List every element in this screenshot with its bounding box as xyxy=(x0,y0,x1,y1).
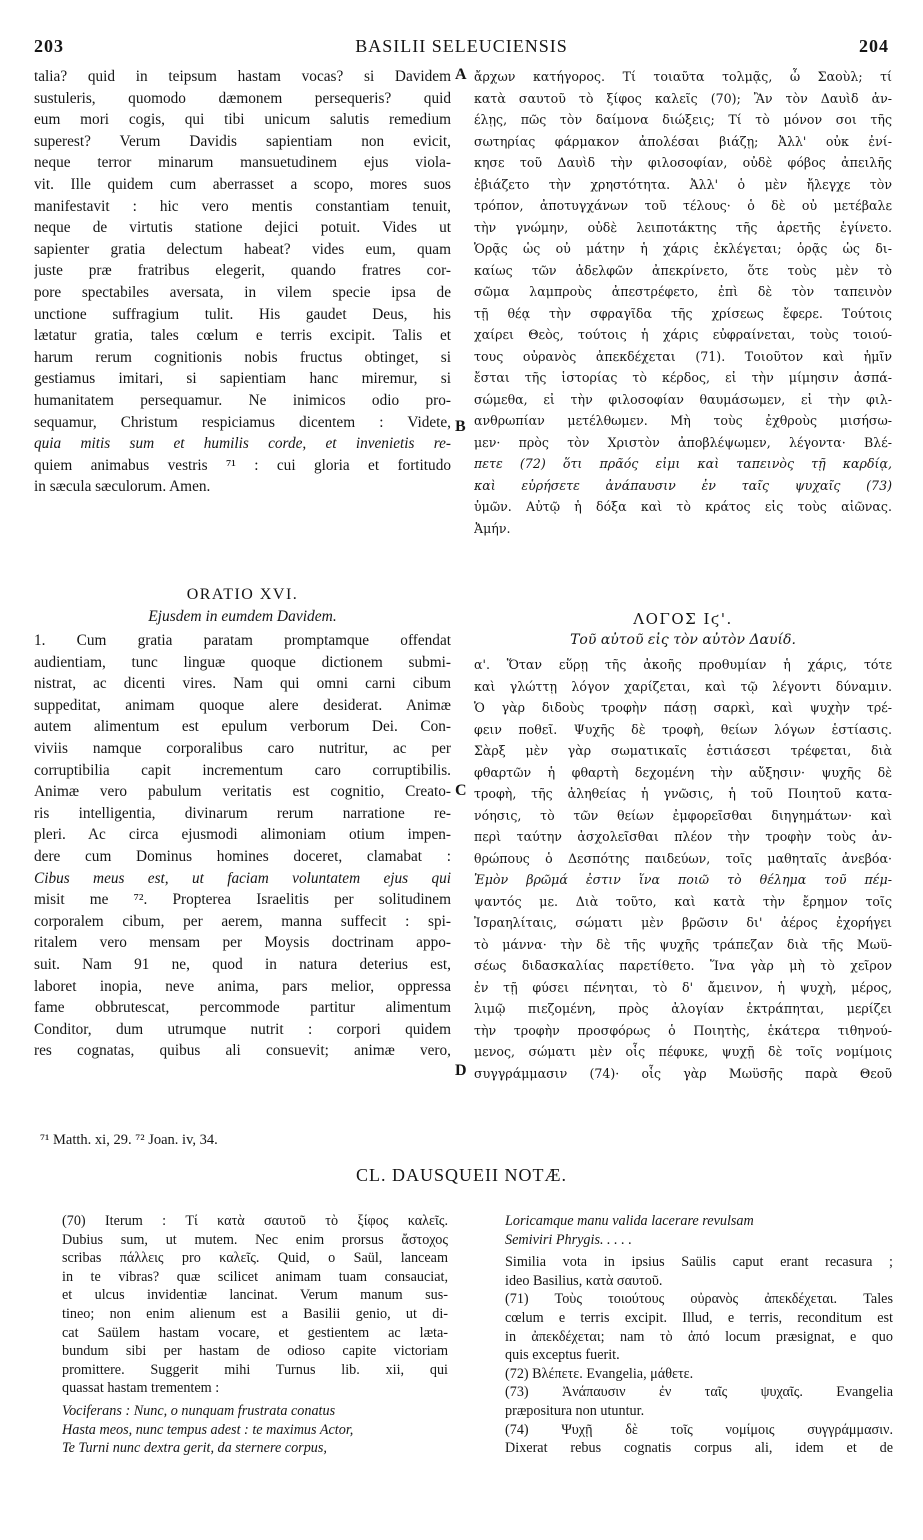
greek-column-top xyxy=(474,66,892,539)
verse-line: Loricamque manu valida lacerare revulsam xyxy=(505,1213,754,1229)
margin-letter-d: D xyxy=(455,1062,467,1079)
note-line: ideo Basilius, κατὰ σαυτοῦ. xyxy=(505,1272,663,1289)
greek-line: τροφὴ, τῆς ἀληθείας ἡ γνῶσις, ἡ τοῦ Ποιητοῦ κατα- xyxy=(474,786,892,801)
latin-line: unctione suffragium tulit. His gaudet Deus, his xyxy=(34,305,451,323)
verse-line: Hasta meos, nunc tempus adest : te maximus Actor, xyxy=(62,1421,354,1438)
running-header xyxy=(34,36,889,62)
note-line: quis exceptus fuerit. xyxy=(505,1347,620,1364)
notes-column-left xyxy=(62,1212,448,1458)
latin-line: res cognatas, quibus ali consuevit; animæ vero, xyxy=(34,1042,451,1060)
greek-line: σέως διδασκαλίας παρετίθετο. Ἵνα γὰρ μὴ τὸ χεῖρον xyxy=(474,958,892,973)
greek-line: ὑμῶν. Αὐτῷ ἡ δόξα καὶ τὸ κράτος εἰς τοὺς αἰῶνας. xyxy=(474,499,892,514)
greek-logos-title: ΛΟΓΟΣ Ιϛ'. xyxy=(633,610,733,628)
greek-line: Ἐμὸν βρῶμά ἐστιν ἵνα ποιῶ τὸ θέλημα τοῦ πέμ- xyxy=(474,872,892,887)
latin-line: fame obbrutescat, percommode partitur alimentum xyxy=(34,999,451,1017)
latin-line: corporalem cibum, per aerem, manna suffecit : spi- xyxy=(34,912,451,930)
greek-line: Ὁρᾷς ὡς οὐ μάτην ἡ χάρις ἐκλέγεται; ὁρᾷς ὡς δι- xyxy=(474,241,892,256)
latin-oration-title: ORATIO XVI. xyxy=(186,586,299,603)
latin-oration-subtitle: Ejusdem in eumdem Davidem. xyxy=(148,608,337,625)
note-line: Dubius sum, ut mutem. Nec enim prorsus ἄστοχος xyxy=(62,1231,448,1248)
note-line: in ἀπεκδέχεται; nam τὸ ἀπό locum præsignat, e quo xyxy=(505,1328,893,1345)
greek-line: Ἀμήν. xyxy=(474,520,511,536)
greek-line: χαίρει Θεὸς, τούτοις ἡ χάρις εὐφραίνεται, τοὺς τοιού- xyxy=(474,327,892,342)
greek-line: ψαντός με. Διὰ τοῦτο, καὶ κατὰ τὴν ἔρημον τοῖς xyxy=(474,893,892,909)
note-line: Similia vota in ipsius Saülis caput erant recasura ; xyxy=(505,1254,893,1271)
latin-line: audientiam, tunc linguæ quoque dictionem submi- xyxy=(34,653,451,671)
latin-line: Conditor, dum utrumque nutrit : corpori quidem xyxy=(34,1020,451,1038)
latin-line: Animæ vero pabulum veritatis est cognitio, Creato- xyxy=(34,783,451,801)
latin-line: misit me ⁷². Propterea Israelitis per solitudinem xyxy=(34,891,451,909)
latin-line: autem alimentum est epulum verborum Dei. Con- xyxy=(34,718,451,736)
latin-line: juste præ fratribus elegerit, quando fratres cor- xyxy=(34,262,451,280)
note-line: bundum sibi per hastam de odioso capite victoriam xyxy=(62,1343,448,1360)
greek-line: σῶμα λαμπροὺς ἀπεστρέφετο, ἐπὶ δὲ τὸν ταπεινὸν xyxy=(474,284,892,299)
latin-line: in sæcula sæculorum. Amen. xyxy=(34,478,211,496)
greek-line: καίως τῶν ἀδελφῶν ἀπεκρίνετο, ὅτε τοὺς μὲν τὸ xyxy=(474,262,892,278)
greek-line: ἐβιάζετο τὴν χρηστότητα. Ἀλλ' ὁ μὲν ἤλεγχε τὸν xyxy=(474,176,892,192)
note-line: (71) Τοὺς τοιούτους οὐρανὸς ἀπεκδέχεται. Tales xyxy=(505,1291,893,1308)
greek-line: τρόπον, ἀποτυγχάνων τοῦ τέλους· ὁ δὲ οὐ μετέβαλε xyxy=(474,198,892,213)
latin-line: dere cum Dominus homines doceret, clamabat : xyxy=(34,847,451,865)
latin-line: laboret inopia, neve anima, pars melior, oppressa xyxy=(34,977,451,995)
verse-line: Vociferans : Nunc, o nunquam frustrata conatus xyxy=(62,1402,336,1419)
note-line: scribas πάλλεις pro καλεῖς. Quid, o Saül, lanceam xyxy=(62,1250,448,1267)
note-line: cœlum e terris excipit. Illud, e terris, reconditum est xyxy=(505,1309,893,1326)
notes-column-right xyxy=(505,1212,893,1458)
latin-line: gestiamus imitari, si sapientiam hanc miremur, si xyxy=(34,370,451,388)
greek-line: τὸ μάννα· τὴν δὲ τῆς ψυχῆς τράπεζαν διὰ τῆς Μωϋ- xyxy=(474,936,892,952)
latin-line: suppeditat, animam quoque alere desiderat. Animæ xyxy=(34,696,451,714)
note-line: (72) Βλέπετε. Evangelia, μάθετε. xyxy=(505,1365,694,1382)
page-number-left: 203 xyxy=(34,36,64,56)
latin-line: manifestavit : hic vero mentis constantiam tenuit, xyxy=(34,197,451,215)
page-number-right: 204 xyxy=(859,36,889,56)
greek-line: νόησις, τὸ τῶν θείων ἐμφορεῖσθαι διηγημάτων· καὶ xyxy=(474,807,892,823)
latin-line: talia? quid in teipsum hastam vocas? si Davidem xyxy=(34,68,451,85)
greek-line: καὶ γλώττῃ λόγον χαρίζεται, καὶ τῷ λέγοντι δύναμιν. xyxy=(474,678,892,694)
greek-line: ανθρωπίαν μετέλθωμεν. Μὴ τοὺς ἐχθροὺς μισήσω- xyxy=(474,413,892,428)
latin-line: eum mori cogis, qui tibi unicum salutis remedium xyxy=(34,111,451,129)
latin-line: corruptibilia capit incrementum caro corruptibilis. xyxy=(34,761,451,779)
latin-line: sequamur, Christum respiciamus dicentem : Videte, xyxy=(34,413,451,431)
latin-line: neque terror minarum mansuetudinem ejus viola- xyxy=(34,154,451,172)
greek-line: μεν· πρὸς τὸν Χριστὸν ἀποβλέψωμεν, λέγοντα· Βλέ- xyxy=(474,434,892,450)
note-line: (74) Ψυχῇ δὲ τοῖς νομίμοις συγγράμμασιν. xyxy=(505,1421,893,1438)
latin-line: suit. Nam 91 ne, quod in natura deterius est, xyxy=(34,955,451,973)
greek-line: μενος, σώματι μὲν οἷς πέφυκε, ψυχῇ δὲ τοῖς νομίμοις xyxy=(474,1044,892,1059)
greek-line: πετε (72) ὅτι πρᾶός εἰμι καὶ ταπεινὸς τῇ καρδίᾳ, xyxy=(474,456,892,471)
greek-line: περὶ ταύτην ἀσχολεῖσθαι πλέον τὴν τροφὴν τοὺς ἀν- xyxy=(474,829,892,844)
greek-column-bottom xyxy=(474,654,892,1084)
note-line: Dixerat rebus cognatis corpus ali, idem et de xyxy=(505,1440,893,1457)
latin-line: sustuleris, quomodo dæmonem persequeris? quid xyxy=(34,89,451,107)
greek-line: τὴν γνώμην, οὐδὲ λειποτάκτης τῆς ἀρετῆς ἐγίνετο. xyxy=(474,219,892,235)
greek-line: τους οὐρανὸς ἀπεκδέχεται (71). Τοιοῦτον καὶ ἡμῖν xyxy=(474,348,892,364)
latin-line: ris intelligentia, divinarum rerum narratione re- xyxy=(34,804,451,822)
note-line: et ulcus invidentiæ lancinat. Verum manum sus- xyxy=(62,1287,448,1304)
latin-line: sapienter gratia delectum habeat? vides eum, quam xyxy=(34,240,451,258)
greek-line: Σὰρξ μὲν γὰρ σωματικαῖς ἑστιάσεσι τρέφεται, διὰ xyxy=(474,743,892,758)
latin-line: nistrat, ac dicenti vires. Nam qui omni carni cibum xyxy=(34,675,451,693)
note-line: cat Saülem hastam vocare, et gestientem ac læta- xyxy=(62,1324,448,1341)
greek-line: συγγράμμασιν (74)· οἷς γὰρ Μωϋσῆς παρὰ Θεοῦ xyxy=(474,1065,892,1081)
greek-line: φειν ποθεῖ. Ψυχῆς δὲ τροφὴ, θείων λόγων ἑστίασις. xyxy=(474,721,892,737)
latin-line: 1. Cum gratia paratam promptamque offendat xyxy=(34,632,451,649)
greek-line: κατὰ σαυτοῦ τὸ ξίφος καλεῖς (70); Ἂν τὸν Δαυὶδ ἀν- xyxy=(474,90,892,106)
note-line: in te vibras? quæ scilicet animam tuam consauciat, xyxy=(62,1268,448,1285)
greek-line: φθαρτῶν ἡ φθαρτὴ δεχομένη τὴν αὔξησιν· ψυχῆς δὲ xyxy=(474,764,892,780)
greek-line: α'. Ὅταν εὕρῃ τῆς ἀκοῆς προθυμίαν ἡ χάρις, τότε xyxy=(474,657,892,672)
latin-column-bottom xyxy=(34,630,451,1062)
latin-column-top xyxy=(34,66,451,498)
verse-line: Te Turni nunc dextra gerit, da sternere corpus, xyxy=(62,1440,327,1457)
latin-line: quiem animabus vestris ⁷¹ : cui gloria et fortitudo xyxy=(34,456,451,474)
latin-line: harum rerum cognitionis nobis fructus obtinget, si xyxy=(34,348,451,366)
greek-line: σωτηρίας φάρμακον ἀπολέσαι βιάζῃ; Ἀλλ' οὐκ ἐνί- xyxy=(474,133,892,149)
greek-line: Ὁ γὰρ διδοὺς τροφὴν πάσῃ σαρκὶ, καὶ ψυχὴν τρέ- xyxy=(474,700,892,715)
greek-line: καὶ εὑρήσετε ἀνάπαυσιν ἐν ταῖς ψυχαῖς (73) xyxy=(474,477,892,493)
greek-line: Ἰσραηλίταις, σώματι μὲν βρῶσιν δι' ἀέρος ἐχορήγει xyxy=(474,915,892,930)
note-line: quassat hastam trementem : xyxy=(62,1380,220,1397)
greek-line: τῇ θέᾳ τὴν σφραγῖδα τῆς χρίσεως ἔφερε. Τούτοις xyxy=(474,305,892,321)
greek-line: έλῃς, πῶς τὸν δαίμονα διώξεις; Τί τὸ μόνον σοι τῆς xyxy=(474,112,892,127)
greek-line: ἄρχων κατήγορος. Τί τοιαῦτα τολμᾷς, ὦ Σαοὺλ; τί xyxy=(474,69,892,84)
greek-line: κησε τοῦ Δαυὶδ τὴν φιλοσοφίαν, οὐδὲ φόβος ἀπειλῆς xyxy=(474,155,892,170)
latin-line: Cibus meus est, ut faciam voluntatem ejus qui xyxy=(34,869,451,887)
greek-line: λιμῷ πιεζομένη, πρὸς ἀλογίαν ἐκτράπηται, μερίζει xyxy=(474,1001,892,1016)
latin-line: humanitatem persequamur. Ne inimicos odio pro- xyxy=(34,391,451,409)
margin-letter-a: A xyxy=(455,66,467,83)
note-line: (70) Iterum : Τί κατὰ σαυτοῦ τὸ ξίφος καλεῖς. xyxy=(62,1213,448,1229)
note-line: præpositura non utuntur. xyxy=(505,1402,645,1419)
latin-line: lætatur gratia, tales cœlum e terris excipit. Talis et xyxy=(34,327,451,345)
greek-line: θρώπους ὁ Δεσπότης παιδεύων, τοῖς μαθηταῖς ἀνεβόα· xyxy=(474,850,892,866)
note-line: tineo; non enim alienum est a Basilii genio, ut di- xyxy=(62,1305,448,1322)
greek-logos-subtitle: Τοῦ αὐτοῦ εἰς τὸν αὐτὸν Δαυίδ. xyxy=(570,632,796,648)
scripture-footnotes: ⁷¹ Matth. xi, 29. ⁷² Joan. iv, 34. xyxy=(40,1132,218,1148)
latin-line: ritalem vero mensam per Moysis doctrinam appo- xyxy=(34,934,451,952)
note-line: (73) Ἀνάπαυσιν ἐν ταῖς ψυχαῖς. Evangelia xyxy=(505,1384,893,1401)
margin-letter-b: B xyxy=(455,418,466,435)
greek-line: ἐν τῇ φύσει πένηται, τὸ δ' ἄμεινον, ἡ ψυχὴ, μέρος, xyxy=(474,979,892,995)
latin-line: superest? Verum Davidis sapientiam non evicit, xyxy=(34,132,451,150)
notes-title: CL. DAUSQUEII NOTÆ. xyxy=(356,1165,567,1185)
running-title: BASILII SELEUCIENSIS xyxy=(355,36,568,56)
verse-line: Semiviri Phrygis. . . . . xyxy=(505,1231,632,1248)
latin-line: neque de virtutis statione dejici potuit. Vides ut xyxy=(34,219,451,237)
latin-line: viviis namque corporalibus caro nutritur, ac per xyxy=(34,739,451,757)
greek-line: ἔσται τῆς ἱστορίας τὸ κέρδος, εἰ τὴν μίμησιν ἀσπά- xyxy=(474,370,892,385)
latin-line: vit. Ille quidem cum aberrasset a scopo, mores suos xyxy=(34,175,451,193)
greek-line: σώμεθα, εἰ τὴν φιλοσοφίαν θαυμάσωμεν, εἰ τὴν φιλ- xyxy=(474,391,892,407)
latin-line: pleri. Ac circa ejusmodi alimoniam otium impen- xyxy=(34,826,451,844)
greek-line: τὴν τροφὴν προσφόρως ὁ Ποιητὴς, ἑκάτερα τιθηνού- xyxy=(474,1022,892,1038)
margin-letter-c: C xyxy=(455,782,467,799)
note-line: promittere. Suggerit mihi Turnus lib. xii, qui xyxy=(62,1361,448,1378)
latin-line: quia mitis sum et humilis corde, et invenietis re- xyxy=(34,435,451,453)
latin-line: pore spectabiles aversata, in vilem specie ipsa de xyxy=(34,283,451,301)
